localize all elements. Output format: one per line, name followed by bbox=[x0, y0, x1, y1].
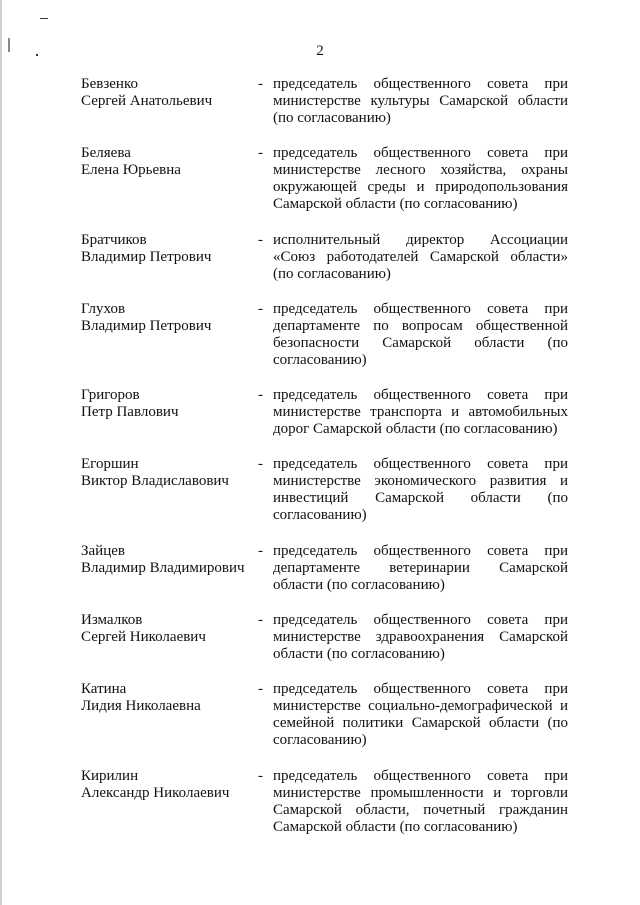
entry-dash: - bbox=[258, 612, 263, 628]
member-given-names: Сергей Анатольевич bbox=[81, 93, 213, 109]
member-position bbox=[273, 768, 568, 836]
member-given-names: Александр Николаевич bbox=[81, 785, 230, 801]
position-line: министерстве лесного хозяйства, охраны bbox=[273, 162, 568, 178]
position-line: инвестиций Самарской области (по bbox=[273, 490, 568, 506]
position-line: Самарской области (по согласованию) bbox=[273, 196, 518, 212]
position-line: председатель общественного совета при bbox=[273, 456, 568, 472]
position-line: департаменте по вопросам общественной bbox=[273, 318, 568, 334]
entry-dash: - bbox=[258, 681, 263, 697]
position-line: окружающей среды и природопользования bbox=[273, 179, 568, 195]
member-name bbox=[81, 145, 256, 179]
position-line: министерстве транспорта и автомобильных bbox=[273, 404, 568, 420]
member-name bbox=[81, 387, 256, 421]
position-line: председатель общественного совета при bbox=[273, 768, 568, 784]
position-line: министерстве культуры Самарской области bbox=[273, 93, 568, 109]
position-line: согласованию) bbox=[273, 732, 367, 748]
position-line: области (по согласованию) bbox=[273, 577, 445, 593]
member-position bbox=[273, 76, 568, 127]
member-surname: Кирилин bbox=[81, 768, 139, 784]
entry-dash: - bbox=[258, 145, 263, 161]
position-line: председатель общественного совета при bbox=[273, 681, 568, 697]
position-line: (по согласованию) bbox=[273, 266, 391, 282]
position-line: департаменте ветеринарии Самарской bbox=[273, 560, 568, 576]
member-position bbox=[273, 232, 568, 283]
position-line: исполнительный директор Ассоциации bbox=[273, 232, 568, 248]
member-position bbox=[273, 456, 568, 524]
position-line: семейной политики Самарской области (по bbox=[273, 715, 568, 731]
entry-dash: - bbox=[258, 456, 263, 472]
member-surname: Братчиков bbox=[81, 232, 147, 248]
member-given-names: Владимир Петрович bbox=[81, 318, 212, 334]
member-surname: Егоршин bbox=[81, 456, 139, 472]
member-name bbox=[81, 301, 256, 335]
member-position bbox=[273, 612, 568, 663]
scan-margin-line bbox=[0, 0, 2, 905]
entry-dash: - bbox=[258, 768, 263, 784]
member-position bbox=[273, 543, 568, 594]
member-position bbox=[273, 145, 568, 213]
page-number: 2 bbox=[316, 43, 324, 59]
member-name bbox=[81, 543, 256, 577]
member-name bbox=[81, 768, 256, 802]
entry-dash: - bbox=[258, 232, 263, 248]
member-position bbox=[273, 301, 568, 369]
member-given-names: Петр Павлович bbox=[81, 404, 179, 420]
position-line: председатель общественного совета при bbox=[273, 145, 568, 161]
member-position bbox=[273, 681, 568, 749]
member-surname: Измалков bbox=[81, 612, 143, 628]
position-line: (по согласованию) bbox=[273, 110, 391, 126]
position-line: министерстве промышленности и торговли bbox=[273, 785, 568, 801]
position-line: председатель общественного совета при bbox=[273, 612, 568, 628]
member-surname: Бевзенко bbox=[81, 76, 138, 92]
position-line: согласованию) bbox=[273, 507, 367, 523]
position-line: области (по согласованию) bbox=[273, 646, 445, 662]
position-line: министерстве здравоохранения Самарской bbox=[273, 629, 568, 645]
position-line: безопасности Самарской области (по bbox=[273, 335, 568, 351]
position-line: председатель общественного совета при bbox=[273, 301, 568, 317]
position-line: министерстве социально-демографической и bbox=[273, 698, 568, 714]
member-given-names: Владимир Петрович bbox=[81, 249, 212, 265]
member-name bbox=[81, 612, 256, 646]
member-given-names: Лидия Николаевна bbox=[81, 698, 201, 714]
position-line: председатель общественного совета при bbox=[273, 387, 568, 403]
entry-dash: - bbox=[258, 543, 263, 559]
member-given-names: Виктор Владиславович bbox=[81, 473, 229, 489]
member-surname: Катина bbox=[81, 681, 127, 697]
entry-dash: - bbox=[258, 387, 263, 403]
position-line: министерстве экономического развития и bbox=[273, 473, 568, 489]
member-name bbox=[81, 232, 256, 266]
position-line: дорог Самарской области (по согласованию) bbox=[273, 421, 558, 437]
entry-dash: - bbox=[258, 301, 263, 317]
position-line: председатель общественного совета при bbox=[273, 543, 568, 559]
member-given-names: Елена Юрьевна bbox=[81, 162, 181, 178]
member-name bbox=[81, 456, 256, 490]
position-line: Самарской области (по согласованию) bbox=[273, 819, 518, 835]
position-line: председатель общественного совета при bbox=[273, 76, 568, 92]
member-surname: Глухов bbox=[81, 301, 126, 317]
position-line: Самарской области, почетный гражданин bbox=[273, 802, 568, 818]
member-surname: Зайцев bbox=[81, 543, 125, 559]
member-given-names: Владимир Владимирович bbox=[81, 560, 245, 576]
scan-artifact bbox=[40, 18, 48, 19]
position-line: «Союз работодателей Самарской области» bbox=[273, 249, 568, 265]
position-line: согласованию) bbox=[273, 352, 367, 368]
member-name bbox=[81, 76, 256, 110]
member-position bbox=[273, 387, 568, 438]
entry-dash: - bbox=[258, 76, 263, 92]
member-name bbox=[81, 681, 256, 715]
member-surname: Григоров bbox=[81, 387, 140, 403]
member-given-names: Сергей Николаевич bbox=[81, 629, 206, 645]
member-surname: Беляева bbox=[81, 145, 131, 161]
